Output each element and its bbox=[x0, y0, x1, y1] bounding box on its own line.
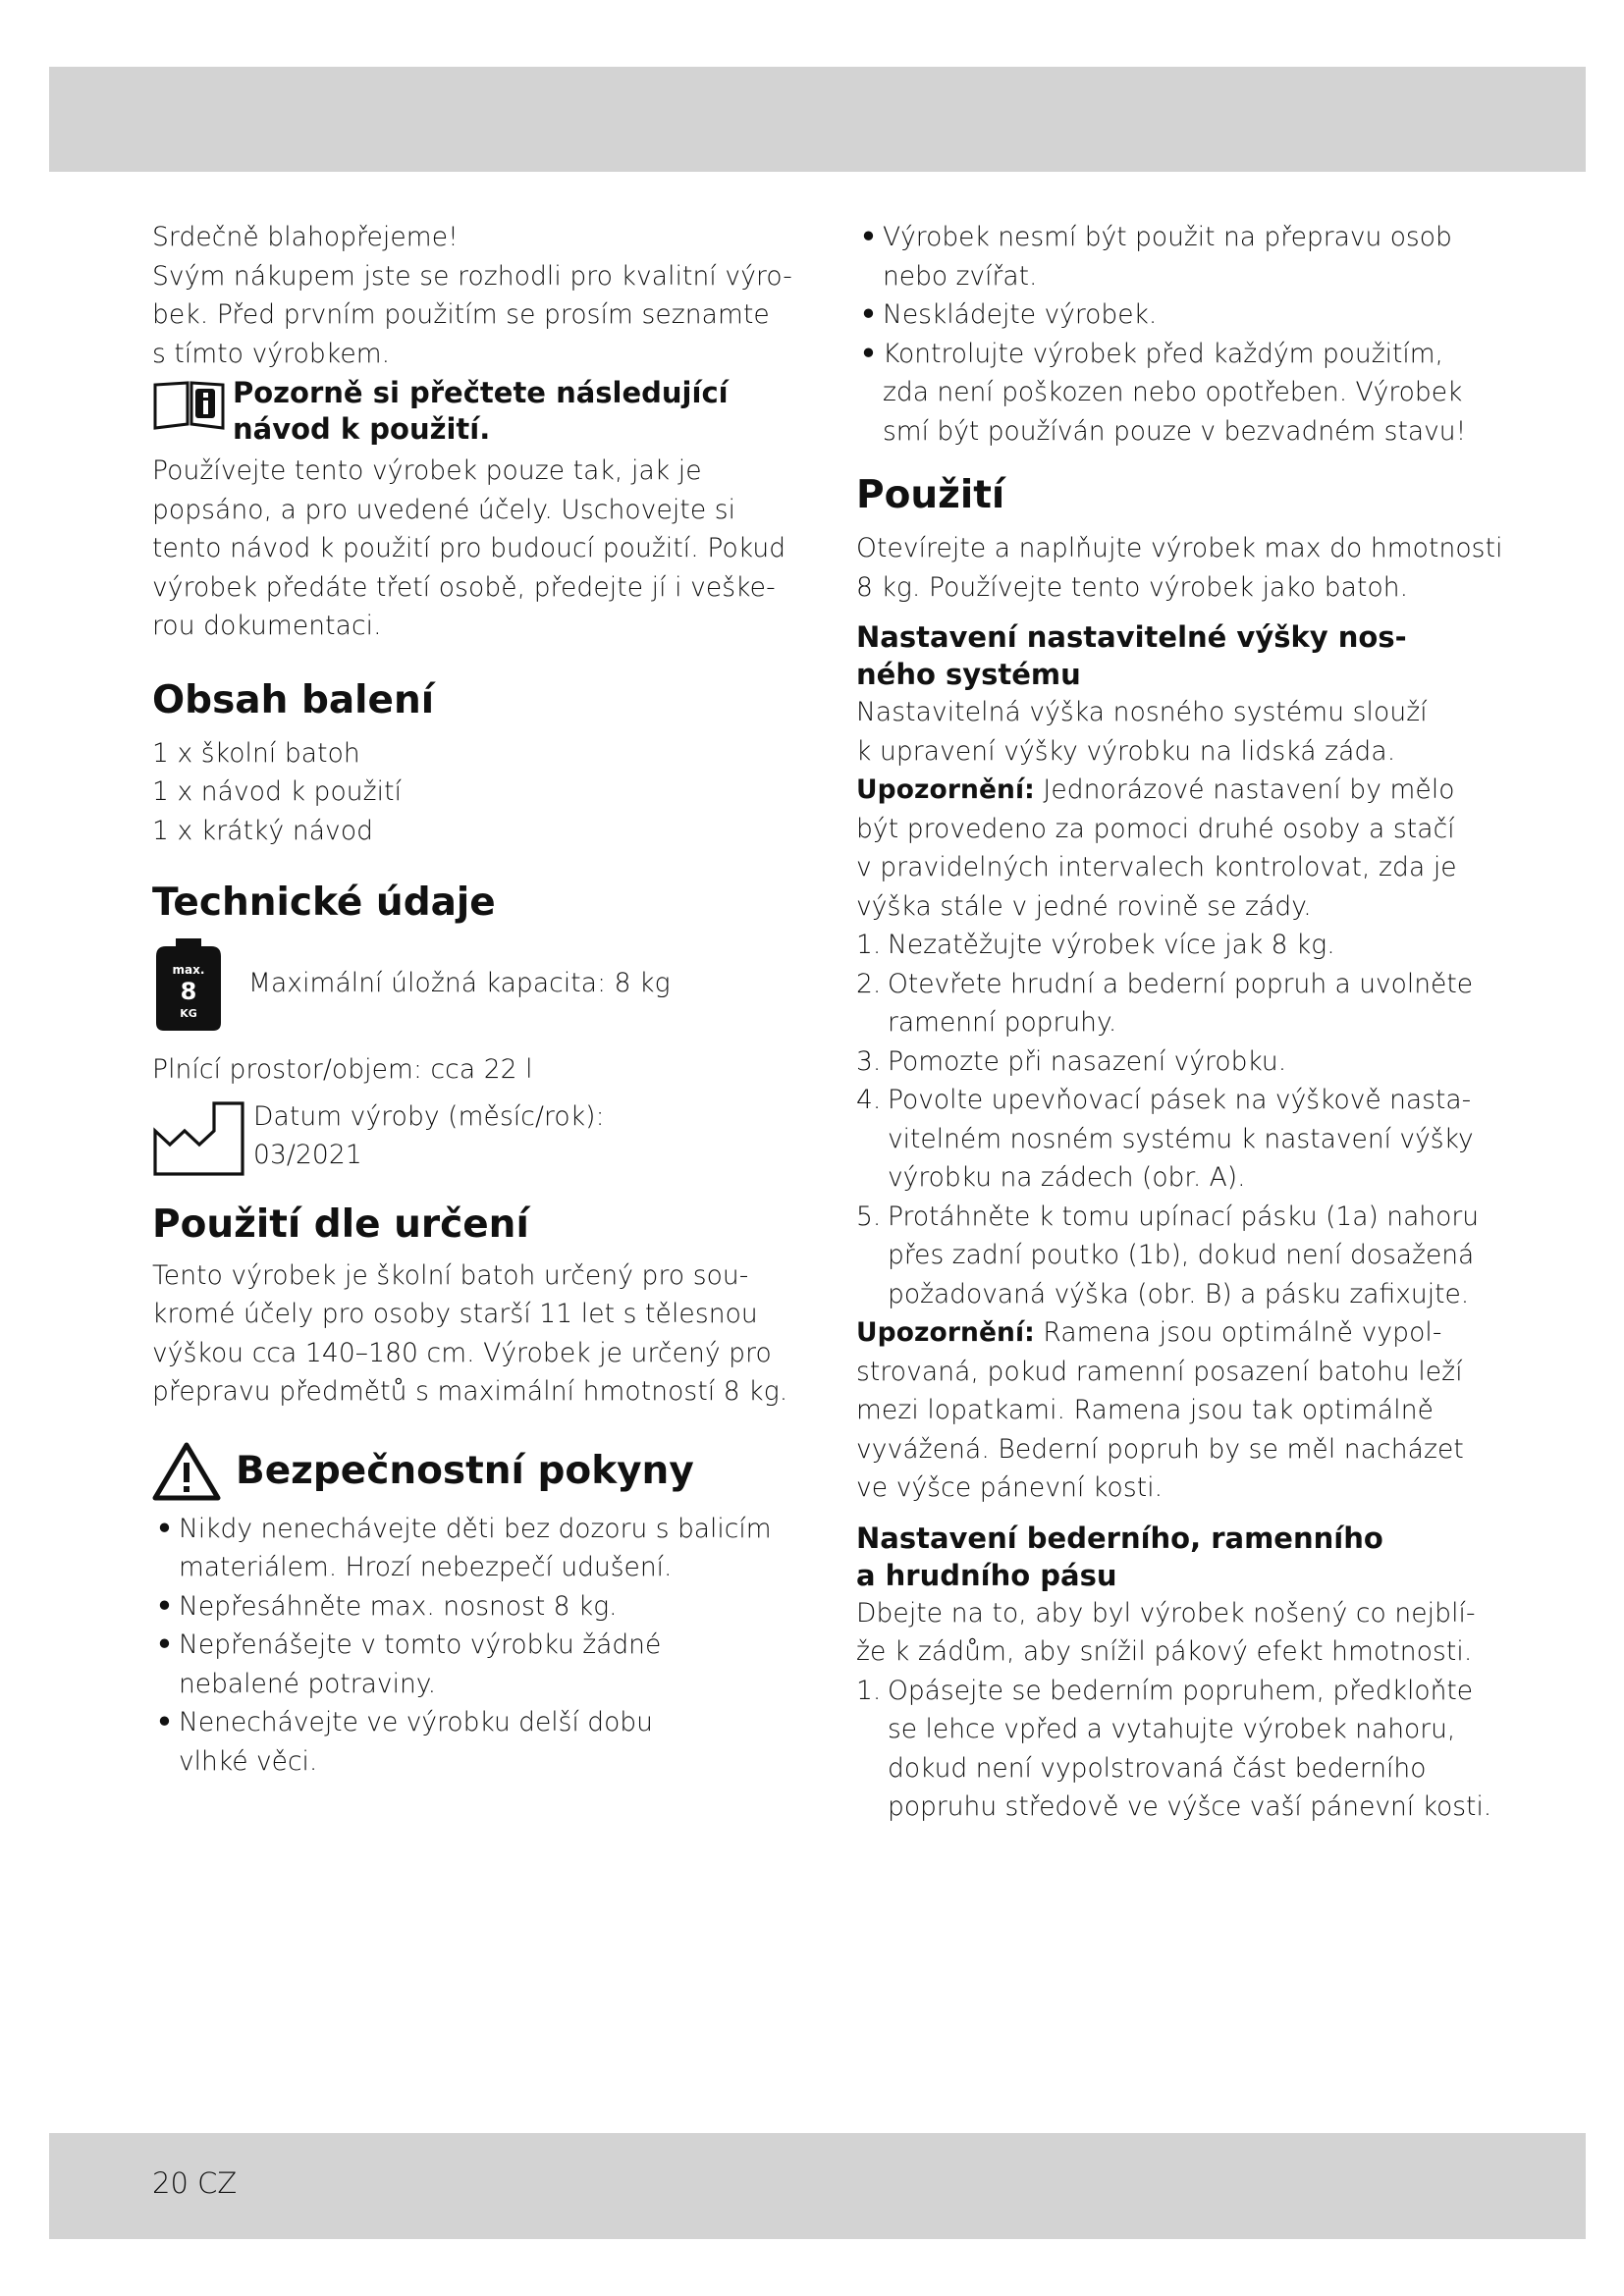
note-label: Upozornění: bbox=[856, 774, 1035, 805]
list-item: • Neskládejte výrobek. bbox=[856, 295, 1485, 335]
header-band bbox=[49, 67, 1586, 172]
list-item: • Nepřesáhněte max. nosnost 8 kg. bbox=[152, 1587, 781, 1627]
list-item: 5. Protáhněte k tomu upínací pásku (1a) nahoru přes zadní poutko (1b), dokud není dosažená požadovaná výška (obr. B) a pásku zafixujte. bbox=[856, 1201, 1480, 1309]
height-adjust-heading: Nastavení nastavitelné výšky nos- ného systému bbox=[856, 620, 1407, 691]
belt-adjust-heading: Nastavení bederního, ramenního a hrudního pásu bbox=[856, 1521, 1383, 1592]
manufacture-date-icon bbox=[152, 1097, 245, 1178]
read-manual-icon bbox=[152, 375, 227, 434]
height-adjust-text: Nastavitelná výška nosného systému slouží k upravení výšky výrobku na lidská záda. Upozornění: Jednorázové nastavení by mělo být provedeno za pomoci druhé osoby a stačí v pravidelných intervalech kontrolovat, zda je výška stále v jedné rovině se zády. bbox=[856, 697, 1457, 922]
intro-text: Srdečně blahopřejeme! Svým nákupem jste se rozhodli pro kvalitní výro- bek. Před prvním použitím se prosím seznamte s tímto výrobkem. bbox=[152, 222, 792, 369]
list-item: 1. Opásejte se bederním popruhem, předkloňte se lehce vpřed a vytahujte výrobek nahoru, dokud není vypolstrovaná část bederního popruhu středově ve výšce vaší pánevní kosti. bbox=[856, 1675, 1492, 1822]
weight-icon bbox=[152, 934, 225, 1033]
max-capacity-text: Maximální úložná kapacita: 8 kg bbox=[248, 968, 671, 999]
height-adjust-steps bbox=[856, 926, 1485, 1313]
volume-text: Plnící prostor/objem: cca 22 l bbox=[152, 1054, 533, 1085]
manufacture-date-row bbox=[152, 1097, 781, 1178]
read-instructions-notice bbox=[152, 375, 781, 448]
weight-icon-max-label: max. bbox=[172, 963, 205, 977]
belt-adjust-steps bbox=[856, 1672, 1492, 1827]
belt-adjust-text: Dbejte na to, aby byl výrobek nošený co nejblí- že k zádům, aby snížil pákový efekt hmotnosti. bbox=[856, 1597, 1476, 1667]
shoulder-note-text: Upozornění: Ramena jsou optimálně vypol- strovaná, pokud ramenní posazení batohu leží mezi lopatkami. Ramena jsou tak optimálně vyvážená. Bederní popruh by se měl nacházet ve výšce pánevní kosti. bbox=[856, 1317, 1464, 1503]
right-column bbox=[856, 218, 1503, 1827]
list-item: 4. Povolte upevňovací pásek na výškově nasta- vitelném nosném systému k nastavení výšky výrobku na zádech (obr. A). bbox=[856, 1085, 1474, 1193]
page-number: 20 CZ bbox=[152, 2166, 238, 2200]
list-item: 1. Nezatěžujte výrobek více jak 8 kg. bbox=[856, 930, 1335, 960]
safety-heading-row bbox=[152, 1441, 781, 1502]
usage-note-text: Používejte tento výrobek pouze tak, jak je popsáno, a pro uvedené účely. Uschovejte si tento návod k použití pro budoucí použití. Pokud výrobek předáte třetí osobě, předejte jí i veške- rou dokumentaci. bbox=[152, 455, 786, 641]
warning-triangle-icon bbox=[152, 1441, 221, 1502]
note-label: Upozornění: bbox=[856, 1317, 1035, 1348]
intended-use-text: Tento výrobek je školní batoh určený pro sou- kromé účely pro osoby starší 11 let s tělesnou výškou cca 140–180 cm. Výrobek je určený pro přepravu předmětů s maximální hmotností 8 kg. bbox=[152, 1259, 788, 1407]
list-item: • Kontrolujte výrobek před každým použitím, zda není poškozen nebo opotřeben. Výrobek smí být používán pouze v bezvadném stavu! bbox=[856, 335, 1485, 452]
usage-text: Otevírejte a naplňujte výrobek max do hmotnosti 8 kg. Používejte tento výrobek jako batoh. bbox=[856, 533, 1503, 603]
list-item: • Nepřenášejte v tomto výrobku žádné nebalené potraviny. bbox=[152, 1626, 781, 1703]
list-item: • Nikdy nenechávejte děti bez dozoru s balicím materiálem. Hrozí nebezpečí udušení. bbox=[152, 1510, 781, 1587]
safety-list-left bbox=[152, 1510, 781, 1782]
contents-list: 1 x školní batoh 1 x návod k použití 1 x krátký návod bbox=[152, 737, 403, 846]
manufacture-date-text bbox=[253, 1097, 605, 1175]
read-notice-line-2: návod k použití. bbox=[233, 412, 491, 446]
weight-icon-value: 8 bbox=[180, 978, 197, 1005]
footer-band bbox=[49, 2133, 1586, 2239]
safety-heading: Bezpečnostní pokyny bbox=[236, 1448, 694, 1493]
read-notice-line-1: Pozorně si přečtete následující bbox=[233, 376, 729, 409]
max-capacity-row bbox=[152, 934, 781, 1033]
safety-list-right bbox=[856, 218, 1485, 451]
list-item: • Nenechávejte ve výrobku delší dobu vlhké věci. bbox=[152, 1703, 781, 1781]
contents-heading: Obsah balení bbox=[152, 677, 435, 722]
weight-icon-unit: KG bbox=[180, 1007, 197, 1020]
left-column bbox=[152, 218, 792, 1781]
list-item: • Výrobek nesmí být použit na přepravu osob nebo zvířat. bbox=[856, 218, 1485, 295]
tech-data-heading: Technické údaje bbox=[152, 881, 496, 925]
list-item: 2. Otevřete hrudní a bederní popruh a uvolněte ramenní popruhy. bbox=[856, 968, 1474, 1038]
usage-heading: Použití bbox=[856, 473, 1005, 517]
manufacture-date-label: Datum výroby (měsíc/rok): bbox=[253, 1100, 605, 1132]
intended-use-heading: Použití dle určení bbox=[152, 1201, 529, 1247]
manufacture-date-value: 03/2021 bbox=[253, 1140, 362, 1170]
list-item: 3. Pomozte při nasazení výrobku. bbox=[856, 1045, 1287, 1077]
